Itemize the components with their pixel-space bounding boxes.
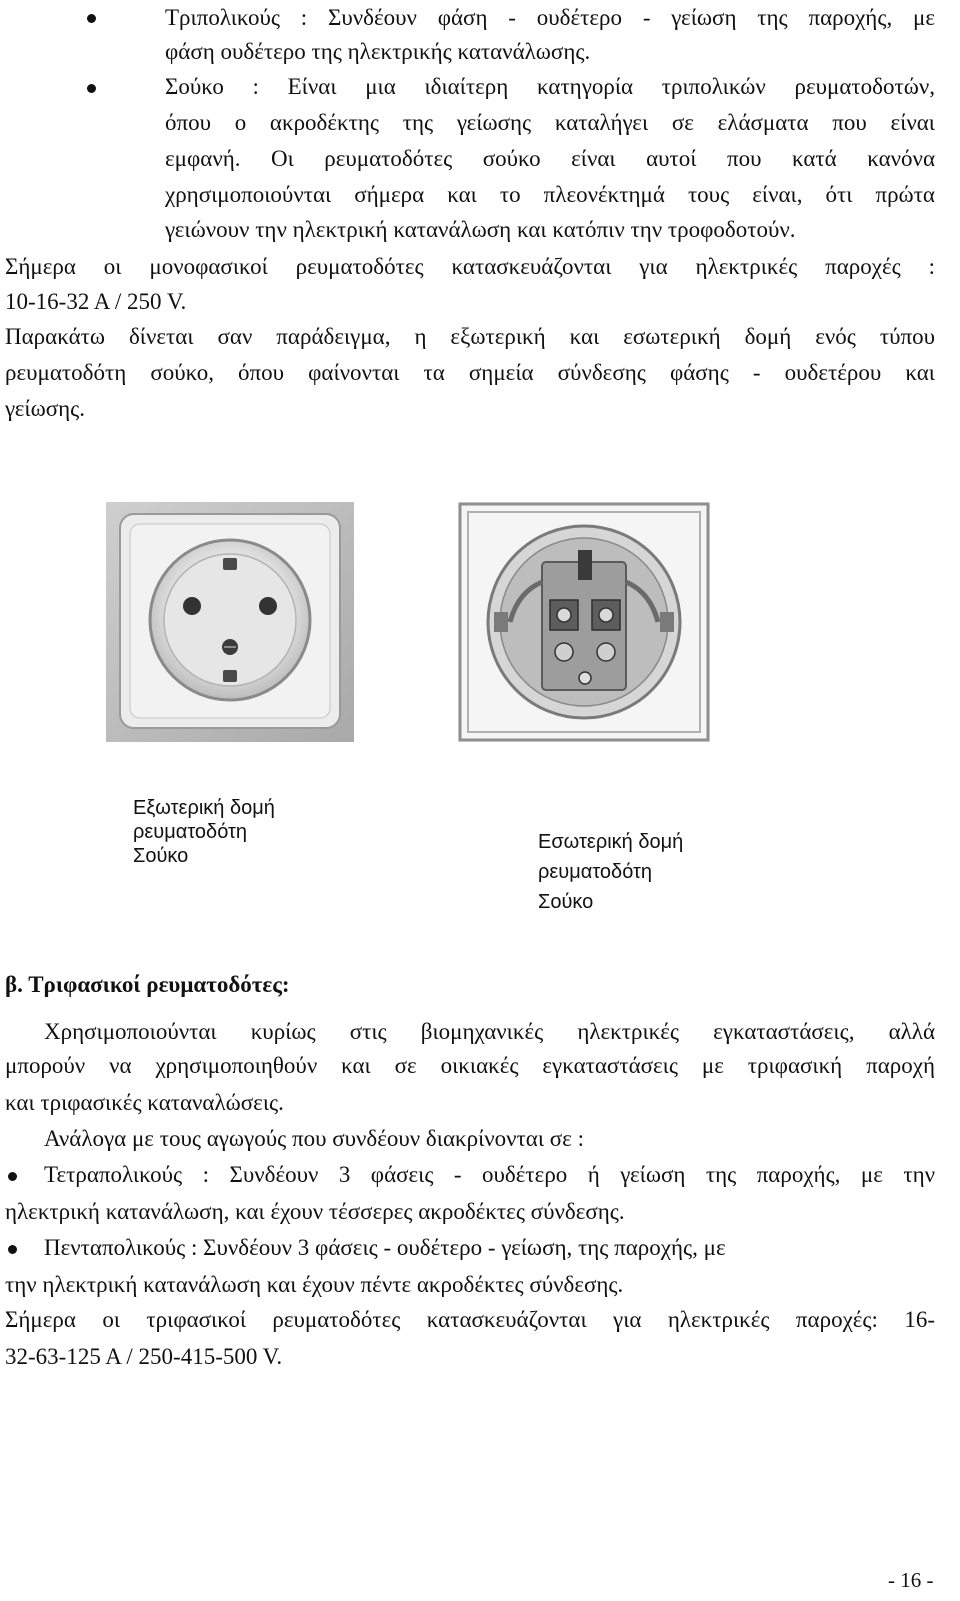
internal-socket-photo [458, 502, 710, 742]
text-line: εμφανή. Οι ρευματοδότες σούκο είναι αυτοί που κατά κανόνα [165, 146, 935, 171]
text-line: Σήμερα οι τριφασικοί ρευματοδότες κατασκευάζονται για ηλεκτρικές παροχές: 16- [5, 1307, 935, 1332]
text-line: όπου ο ακροδέκτης της γείωσης καταλήγει σε ελάσματα που είναι [165, 110, 935, 135]
text-line: γειώνουν την ηλεκτρική κατανάλωση και κατόπιν την τροφοδοτούν. [165, 217, 796, 242]
text-line: ηλεκτρική κατανάλωση, και έχουν τέσσερες ακροδέκτες σύνδεσης. [5, 1199, 625, 1224]
text-line: μπορούν να χρησιμοποιηθούν και σε οικιακές εγκαταστάσεις με τριφασική παροχή [5, 1053, 935, 1078]
bullet-dot [8, 1172, 17, 1181]
text-line: την ηλεκτρική κατανάλωση και έχουν πέντε ακροδέκτες σύνδεσης. [5, 1272, 624, 1297]
external-socket-photo [106, 502, 354, 742]
internal-caption-line: Εσωτερική δομή [538, 831, 684, 853]
internal-caption-line: ρευματοδότη [538, 861, 653, 883]
text-line: ρευματοδότη σούκο, όπου φαίνονται τα σημεία σύνδεσης φάσης - ουδετέρου και [5, 360, 935, 385]
text-line: Παρακάτω δίνεται σαν παράδειγμα, η εξωτερική και εσωτερική δομή ενός τύπου [5, 324, 935, 349]
text-line: χρησιμοποιούνται σήμερα και το πλεονέκτημά τους είναι, ότι πρώτα [165, 182, 935, 207]
text-line: Τετραπολικούς : Συνδέουν 3 φάσεις - ουδέτερο ή γείωση της παροχής, με την [44, 1162, 935, 1187]
bullet-dot [87, 14, 96, 23]
text-line: Τριπολικούς : Συνδέουν φάση - ουδέτερο - γείωση της παροχής, με [165, 5, 935, 30]
text-line: Σήμερα οι μονοφασικοί ρευματοδότες κατασκευάζονται για ηλεκτρικές παροχές : [5, 254, 935, 279]
text-line: Χρησιμοποιούνται κυρίως στις βιομηχανικές ηλεκτρικές εγκαταστάσεις, αλλά [44, 1019, 935, 1044]
external-caption-line: Σούκο [133, 845, 189, 867]
text-line: 32-63-125 A / 250-415-500 V. [5, 1344, 283, 1369]
text-line: 10-16-32 A / 250 V. [5, 289, 187, 314]
text-line: και τριφασικές καταναλώσεις. [5, 1090, 284, 1115]
page-number: - 16 - [888, 1568, 934, 1592]
external-caption-line: Εξωτερική δομή [133, 797, 275, 819]
text-line: φάση ουδέτερο της ηλεκτρικής κατανάλωσης. [165, 39, 591, 64]
bullet-dot [87, 84, 96, 93]
text-line: Πενταπολικούς : Συνδέουν 3 φάσεις - ουδέτερο - γείωση, της παροχής, με [44, 1235, 726, 1260]
internal-caption-line: Σούκο [538, 891, 594, 913]
text-line: Ανάλογα με τους αγωγούς που συνδέουν διακρίνονται σε : [44, 1126, 584, 1151]
section-heading: β. Τριφασικοί ρευματοδότες: [5, 972, 290, 997]
text-line: Σούκο : Είναι μια ιδιαίτερη κατηγορία τριπολικών ρευματοδοτών, [165, 74, 935, 99]
bullet-dot [8, 1245, 17, 1254]
text-line: γείωσης. [5, 396, 86, 421]
external-caption-line: ρευματοδότη [133, 821, 248, 843]
